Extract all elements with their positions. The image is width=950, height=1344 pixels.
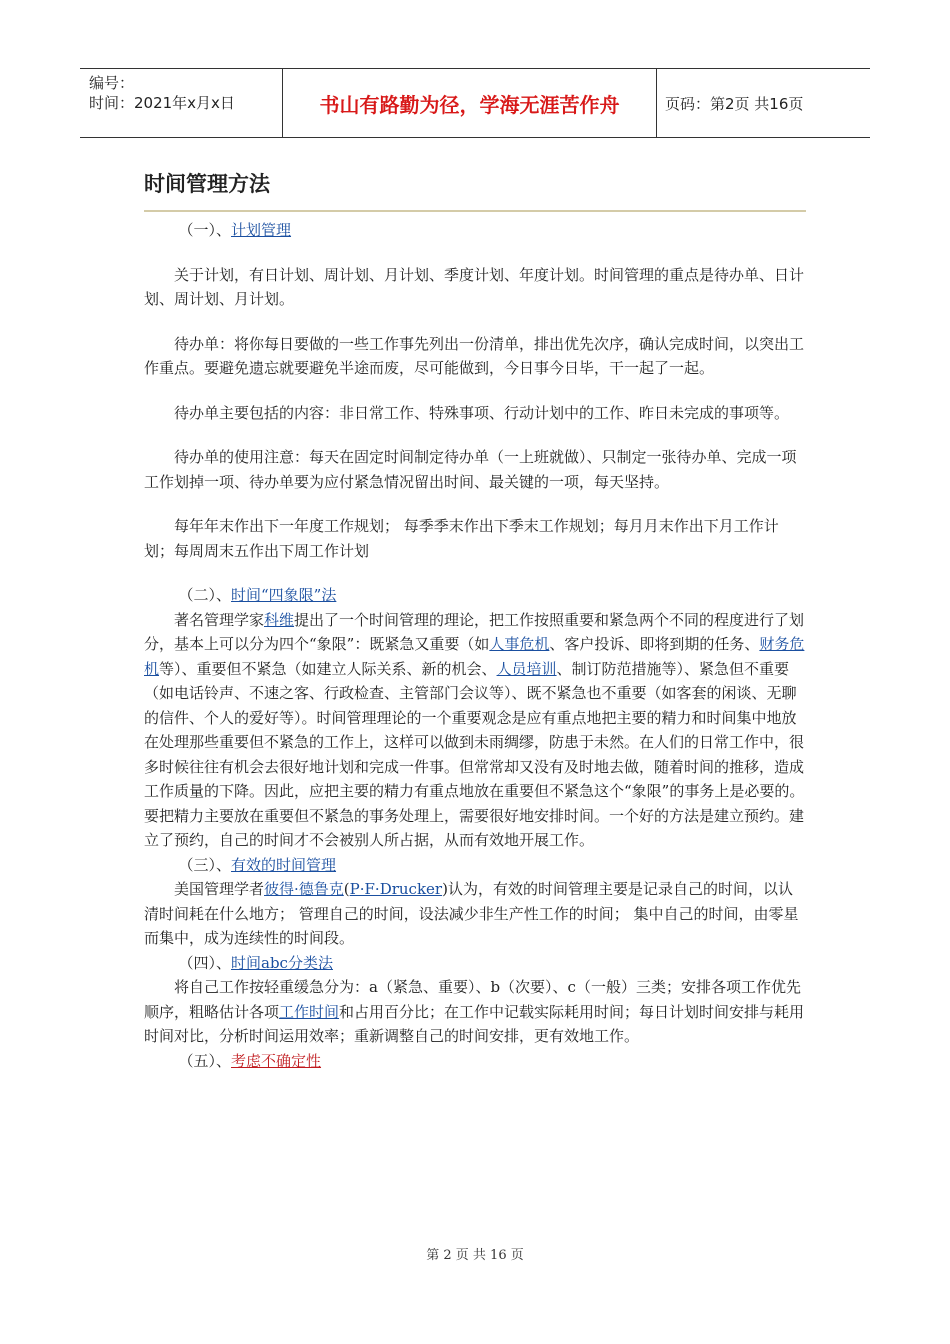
section-link-effective-time-management[interactable]: 有效的时间管理 — [231, 855, 337, 874]
link-financial-crisis[interactable]: 财务危机 — [144, 635, 805, 678]
text-run: ( — [343, 880, 350, 898]
text-run: 和占用百分比；在工作中记载实际耗用时间；每日计划时间安排与耗用时间对比，分析时间运用效率；重新调整自己的时间安排，更有效地工作。 — [144, 1002, 805, 1045]
section-prefix: （五）、 — [178, 1051, 232, 1070]
section-prefix: （三）、 — [178, 855, 232, 874]
text-run: 、制订防范措施等）、紧急但不重要（如电话铃声、不速之客、行政检查、主管部门会议等）、既不紧急也不重要（如客套的闲谈、无聊的信件、个人的爱好等）。时间管理理论的一个重要观念是应有重点地把主要的精力和时间集中地放在处理那些重要但不紧急的工作上，这样可以做到未雨绸缪，防患于未然。在人们的日常工作中，很多时候往往有机会去很好地计划和完成一件事。但常常却又没有及时地去做，随着时间的推移，造成工作质量的下降。因此，应把主要的精力有重点地放在重要但不紧急这个“象限”的事务上是必要的。要把精力主要放在重要但不紧急的事务处理上，需要很好地安排时间。一个好的方法是建立预约。建立了预约，自己的时间才不会被别人所占据，从而有效地开展工作。 — [144, 659, 805, 849]
text-run: 美国管理学者 — [174, 880, 265, 898]
paragraph: 每年年末作出下一年度工作规划； 每季季末作出下季末工作规划；每月月末作出下月工作计划；每周周末五作出下周工作计划 — [144, 517, 779, 560]
link-drucker-en[interactable]: P·F·Drucker — [349, 880, 443, 898]
paragraph — [144, 877, 806, 951]
paragraph — [144, 975, 806, 1049]
text-run: 将自己工作按轻重缓急分为：a（紧急、重要）、b（次要）、c（一般）三类；安排各项工作优先顺序，粗略估计各项 — [144, 978, 801, 1021]
section-heading-3 — [144, 853, 806, 878]
page-footer: 第 2 页 共 16 页 — [426, 1248, 524, 1263]
page-title: 时间管理方法 — [144, 172, 270, 196]
text-run: )认为，有效的时间管理主要是记录自己的时间，以认清时间耗在什么地方； 管理自己的时间，设法减少非生产性工作的时间； 集中自己的时间，由零星而集中，成为连续性的时间段。 — [144, 880, 799, 947]
text-run: 提出了一个时间管理的理论，把工作按照重要和紧急两个不同的程度进行了划分，基本上可以分为四个“象限”：既紧急又重要（如 — [144, 610, 805, 653]
link-staff-training[interactable]: 人员培训 — [496, 659, 557, 678]
section-link-plan-management[interactable]: 计划管理 — [231, 221, 292, 239]
link-drucker-cn[interactable]: 彼得·德鲁克 — [264, 880, 344, 898]
link-covey[interactable]: 科维 — [264, 610, 295, 629]
section-heading-2 — [144, 583, 806, 608]
link-work-time[interactable]: 工作时间 — [279, 1002, 340, 1021]
text-run: 著名管理学家 — [174, 610, 265, 629]
number-label: 编号： — [89, 74, 135, 92]
header-motto: 书山有路勤为径，学海无涯苦作舟 — [283, 69, 657, 137]
header-meta — [80, 69, 283, 137]
link-personnel-crisis[interactable]: 人事危机 — [489, 635, 550, 653]
paragraph: 待办单：将你每日要做的一些工作事先列出一份清单，排出优先次序，确认完成时间，以突出工作重点。要避免遗忘就要避免半途而废，尽可能做到，今日事今日毕，干一起了一起。 — [144, 334, 805, 377]
text-run: 等）、重要但不紧急（如建立人际关系、新的机会、 — [159, 659, 497, 678]
time-label: 时间：2021年x月x日 — [89, 94, 235, 112]
paragraph: 关于计划，有日计划、周计划、月计划、季度计划、年度计划。时间管理的重点是待办单、日计划、周计划、月计划。 — [144, 265, 805, 308]
section-link-four-quadrants[interactable]: 时间“四象限”法 — [231, 586, 337, 604]
text-run: 、客户投诉、即将到期的任务、 — [549, 635, 760, 653]
paragraph: 待办单主要包括的内容：非日常工作、特殊事项、行动计划中的工作、昨日未完成的事项等。 — [174, 403, 790, 422]
section-prefix: （四）、 — [178, 953, 232, 972]
header-page-label: 页码：第2页 共16页 — [665, 94, 804, 113]
section-heading-1 — [144, 218, 806, 243]
section-heading-4 — [144, 951, 806, 976]
title-divider — [144, 210, 806, 212]
paragraph — [144, 608, 806, 853]
paragraph: 待办单的使用注意：每天在固定时间制定待办单（一上班就做）、只制定一张待办单、完成一项工作划掉一项、待办单要为应付紧急情况留出时间、最关键的一项，每天坚持。 — [144, 448, 797, 491]
section-prefix: （一）、 — [178, 221, 232, 239]
document-body — [144, 218, 806, 1073]
page-header — [80, 68, 870, 138]
section-link-abc-classification[interactable]: 时间abc分类法 — [231, 953, 333, 972]
section-heading-5 — [144, 1049, 806, 1074]
section-prefix: （二）、 — [178, 586, 232, 604]
section-link-uncertainty[interactable]: 考虑不确定性 — [231, 1051, 322, 1070]
